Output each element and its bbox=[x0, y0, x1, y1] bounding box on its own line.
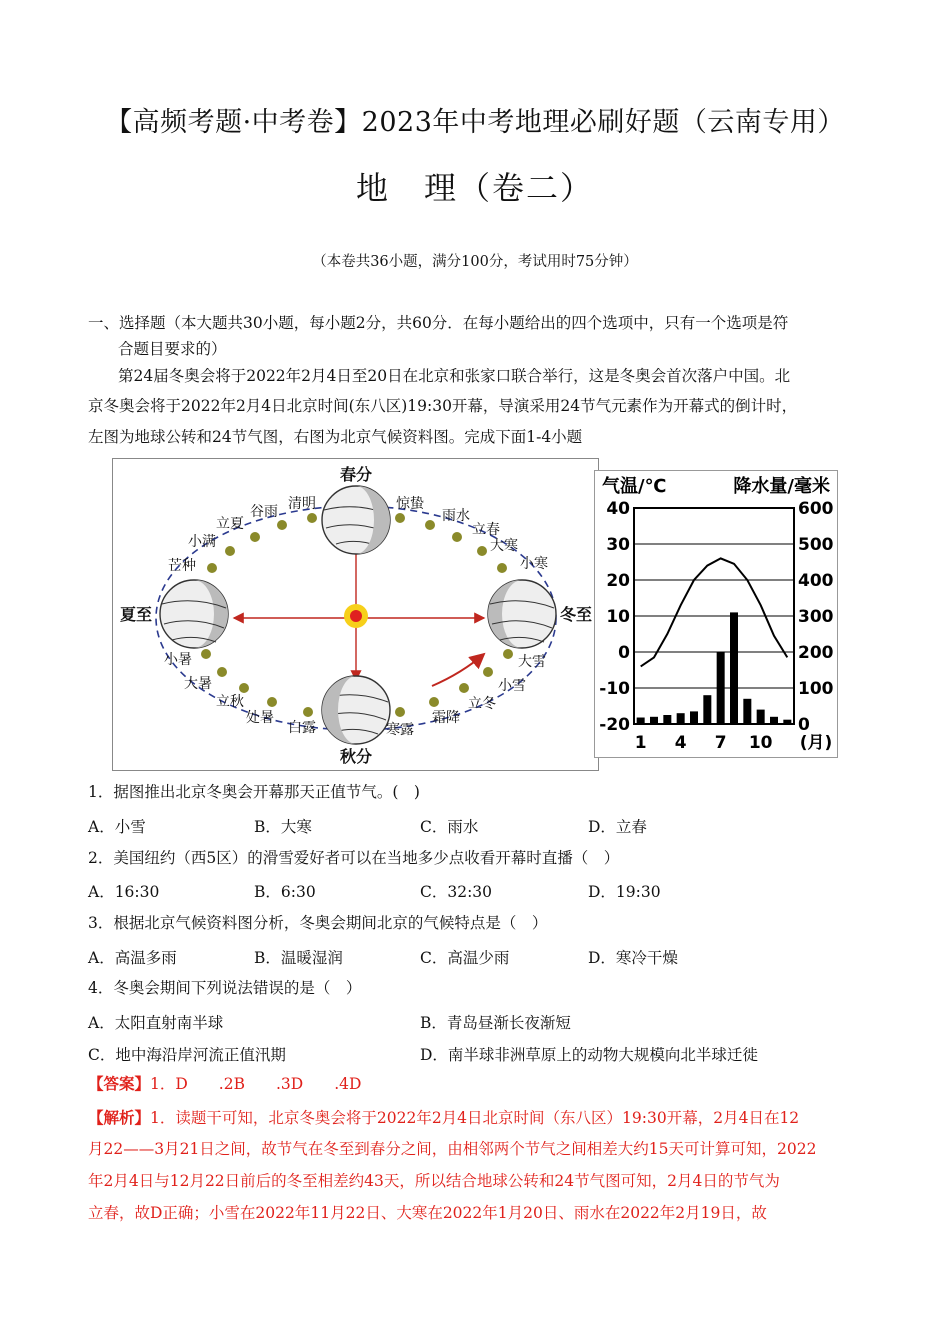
q3-option-b[interactable]: B．温暖湿润 bbox=[254, 949, 343, 967]
term-label: 处暑 bbox=[246, 710, 274, 726]
q4-option-b[interactable]: B．青岛昼渐长夜渐短 bbox=[420, 1014, 571, 1032]
intro-line-2: 京冬奥会将于2022年2月4日北京时间(东八区)19:30开幕，导演采用24节气元素作为开幕式的倒计时， bbox=[88, 397, 798, 415]
term-label: 立夏 bbox=[216, 516, 244, 532]
precip-bar bbox=[717, 652, 725, 724]
x-tick: 1 bbox=[634, 733, 647, 753]
x-label: (月) bbox=[799, 733, 833, 753]
precip-bar bbox=[690, 711, 698, 724]
q1-option-a[interactable]: A．小雪 bbox=[88, 818, 146, 836]
season-label: 秋分 bbox=[339, 747, 373, 766]
q1-option-b[interactable]: B．大寒 bbox=[254, 818, 312, 836]
term-label: 芒种 bbox=[168, 558, 196, 574]
q2-option-d[interactable]: D．19:30 bbox=[588, 883, 661, 901]
season-label: 冬至 bbox=[560, 605, 593, 624]
analysis-line-2: 月22——3月21日之间，故节气在冬至到春分之间，由相邻两个节气之间相差大约15天可计算可知，2022 bbox=[88, 1140, 817, 1158]
term-label: 清明 bbox=[288, 496, 316, 512]
x-tick: 7 bbox=[714, 733, 727, 753]
sun-core bbox=[350, 610, 362, 622]
q2-option-a[interactable]: A．16:30 bbox=[88, 883, 160, 901]
earth-autumn bbox=[322, 676, 390, 744]
doc-subtitle: 地 理（卷二） bbox=[355, 169, 594, 207]
y-left-tick: -10 bbox=[599, 679, 630, 699]
precip-bar bbox=[677, 713, 685, 724]
q1-stem: 1．据图推出北京冬奥会开幕那天正值节气。( ) bbox=[88, 783, 420, 801]
term-label: 雨水 bbox=[442, 508, 470, 524]
exam-note: （本卷共36小题，满分100分，考试用时75分钟） bbox=[312, 254, 638, 270]
precip-bar bbox=[703, 695, 711, 724]
q3-option-a[interactable]: A．高温多雨 bbox=[88, 949, 177, 967]
answer-text: 1．D .2B .3D .4D bbox=[150, 1075, 362, 1093]
orbit-figure bbox=[112, 458, 600, 772]
climate-chart bbox=[594, 470, 838, 758]
section-heading-cont: 合题目要求的） bbox=[118, 340, 227, 358]
earth-spring bbox=[322, 486, 390, 554]
term-label: 谷雨 bbox=[250, 504, 278, 520]
q2-option-b[interactable]: B．6:30 bbox=[254, 883, 316, 901]
y-right-tick: 500 bbox=[798, 535, 834, 555]
term-label: 白露 bbox=[288, 720, 316, 736]
analysis-label: 【解析】 bbox=[88, 1108, 151, 1127]
y-right-tick: 300 bbox=[798, 607, 834, 627]
season-label: 春分 bbox=[339, 465, 373, 484]
term-label: 小满 bbox=[188, 534, 216, 550]
y-left-tick: 20 bbox=[606, 571, 630, 591]
term-label: 小暑 bbox=[164, 652, 192, 668]
precip-bar bbox=[757, 710, 765, 724]
y-right-tick: 0 bbox=[798, 715, 810, 735]
y-right-tick: 400 bbox=[798, 571, 834, 591]
term-label: 小雪 bbox=[498, 678, 526, 694]
q2-stem: 2．美国纽约（西5区）的滑雪爱好者可以在当地多少点收看开幕时直播（ ） bbox=[88, 849, 620, 867]
term-label: 小寒 bbox=[520, 556, 548, 572]
precip-bar bbox=[770, 717, 778, 724]
q4-stem: 4．冬奥会期间下列说法错误的是（ ） bbox=[88, 979, 362, 997]
precip-bar bbox=[730, 612, 738, 724]
term-label: 大雪 bbox=[518, 654, 546, 670]
q3-option-d[interactable]: D．寒冷干燥 bbox=[588, 949, 678, 967]
y-left-tick: -20 bbox=[599, 715, 630, 735]
precip-bar bbox=[663, 715, 671, 724]
q4-option-d[interactable]: D．南半球非洲草原上的动物大规模向北半球迁徙 bbox=[420, 1046, 758, 1064]
analysis-line-1 bbox=[88, 1105, 799, 1131]
y-right-tick: 600 bbox=[798, 499, 834, 519]
section-heading: 一、选择题（本大题共30小题，每小题2分，共60分．在每小题给出的四个选项中，只有一个选项是符 bbox=[88, 314, 789, 332]
answer-row bbox=[88, 1071, 361, 1097]
y-right-tick: 100 bbox=[798, 679, 834, 699]
intro-line-1: 第24届冬奥会将于2022年2月4日至20日在北京和张家口联合举行，这是冬奥会首次落户中国。北 bbox=[118, 367, 791, 385]
q2-option-c[interactable]: C．32:30 bbox=[420, 883, 493, 901]
y-left-tick: 10 bbox=[606, 607, 630, 627]
term-label: 惊蛰 bbox=[396, 496, 424, 512]
intro-line-3: 左图为地球公转和24节气图，右图为北京气候资料图。完成下面1-4小题 bbox=[88, 428, 583, 446]
y-left-label: 气温/℃ bbox=[602, 476, 667, 497]
q1-option-d[interactable]: D．立春 bbox=[588, 818, 647, 836]
q4-option-c[interactable]: C．地中海沿岸河流正值汛期 bbox=[88, 1046, 286, 1064]
term-label: 立春 bbox=[472, 522, 500, 538]
x-tick: 10 bbox=[748, 733, 773, 753]
y-left-tick: 40 bbox=[606, 499, 630, 519]
doc-title: 【高频考题·中考卷】2023年中考地理必刷好题（云南专用） bbox=[105, 107, 845, 138]
y-right-tick: 200 bbox=[798, 643, 834, 663]
precip-bar bbox=[743, 699, 751, 724]
q1-option-c[interactable]: C．雨水 bbox=[420, 818, 479, 836]
earth-summer bbox=[160, 580, 228, 648]
q4-option-a[interactable]: A．太阳直射南半球 bbox=[88, 1014, 224, 1032]
term-label: 寒露 bbox=[386, 722, 414, 738]
precip-bar bbox=[650, 717, 658, 724]
q3-stem: 3．根据北京气候资料图分析，冬奥会期间北京的气候特点是（ ） bbox=[88, 914, 548, 932]
analysis-text-1: 1．读题干可知，北京冬奥会将于2022年2月4日北京时间（东八区）19:30开幕，2月4日在12 bbox=[150, 1109, 800, 1127]
answer-label: 【答案】 bbox=[88, 1074, 151, 1093]
term-label: 立秋 bbox=[216, 694, 244, 710]
y-left-tick: 0 bbox=[618, 643, 630, 663]
y-right-label: 降水量/毫米 bbox=[733, 476, 830, 497]
term-label: 霜降 bbox=[432, 710, 460, 726]
term-label: 大寒 bbox=[490, 538, 518, 554]
q3-option-c[interactable]: C．高温少雨 bbox=[420, 949, 510, 967]
x-tick: 4 bbox=[674, 733, 687, 753]
term-label: 大暑 bbox=[184, 676, 212, 692]
analysis-line-4: 立春，故D正确；小雪在2022年11月22日、大寒在2022年1月20日、雨水在2022年2月19日，故 bbox=[88, 1204, 767, 1222]
analysis-line-3: 年2月4日与12月22日前后的冬至相差约43天，所以结合地球公转和24节气图可知，2月4日的节气为 bbox=[88, 1172, 780, 1190]
season-label: 夏至 bbox=[120, 605, 153, 624]
earth-winter bbox=[488, 580, 556, 648]
y-left-tick: 30 bbox=[606, 535, 630, 555]
term-label: 立冬 bbox=[468, 696, 496, 712]
